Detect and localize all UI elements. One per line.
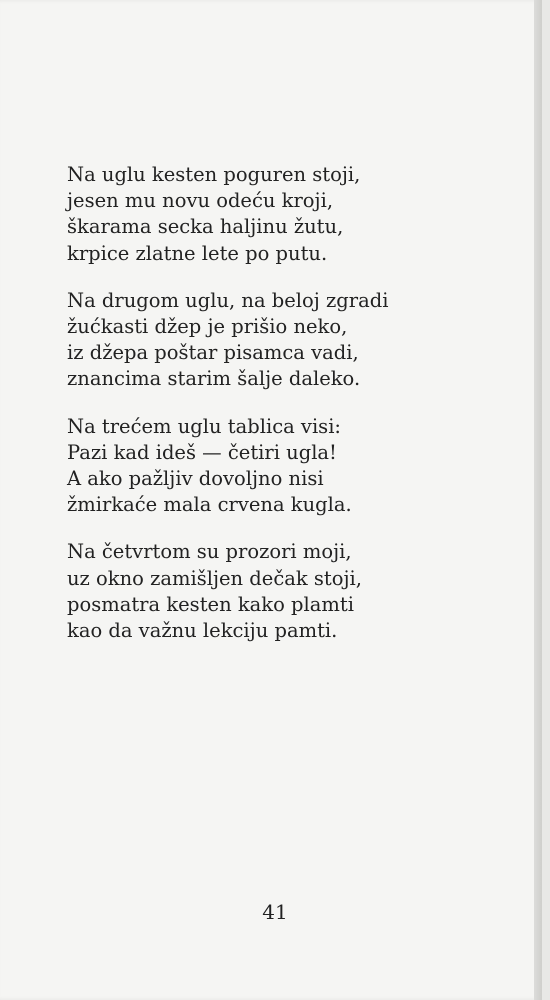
poem-line: Pazi kad ideš — četiri ugla! — [67, 440, 337, 464]
poem — [67, 162, 397, 665]
poem-line: krpice zlatne lete po putu. — [67, 241, 328, 265]
poem-line: žućkasti džep je prišio neko, — [67, 315, 348, 339]
poem-line: A ako pažljiv dovoljno nisi — [67, 467, 324, 491]
poem-line: uz okno zamišljen dečak stoji, — [67, 566, 362, 590]
poem-line: žmirkaće mala crvena kugla. — [67, 493, 352, 517]
poem-line: znancima starim šalje daleko. — [67, 367, 361, 391]
poem-line: Na trećem uglu tablica visi: — [67, 414, 341, 438]
poem-line: iz džepa poštar pisamca vadi, — [67, 341, 359, 365]
stanza-4 — [67, 539, 397, 644]
stanza-3 — [67, 414, 397, 519]
page-number: 41 — [262, 900, 288, 924]
poem-line: Na drugom uglu, na beloj zgradi — [67, 288, 389, 312]
page-edge — [534, 0, 542, 1000]
stanza-1 — [67, 162, 397, 267]
stanza-2 — [67, 288, 397, 393]
poem-line: Na četvrtom su prozori moji, — [67, 540, 352, 564]
poem-line: škarama secka haljinu žutu, — [67, 215, 344, 239]
poem-line: kao da važnu lekciju pamti. — [67, 619, 338, 643]
poem-line: posmatra kesten kako plamti — [67, 592, 354, 616]
poem-line: Na uglu kesten poguren stoji, — [67, 163, 361, 186]
poem-line: jesen mu novu odeću kroji, — [67, 189, 334, 213]
